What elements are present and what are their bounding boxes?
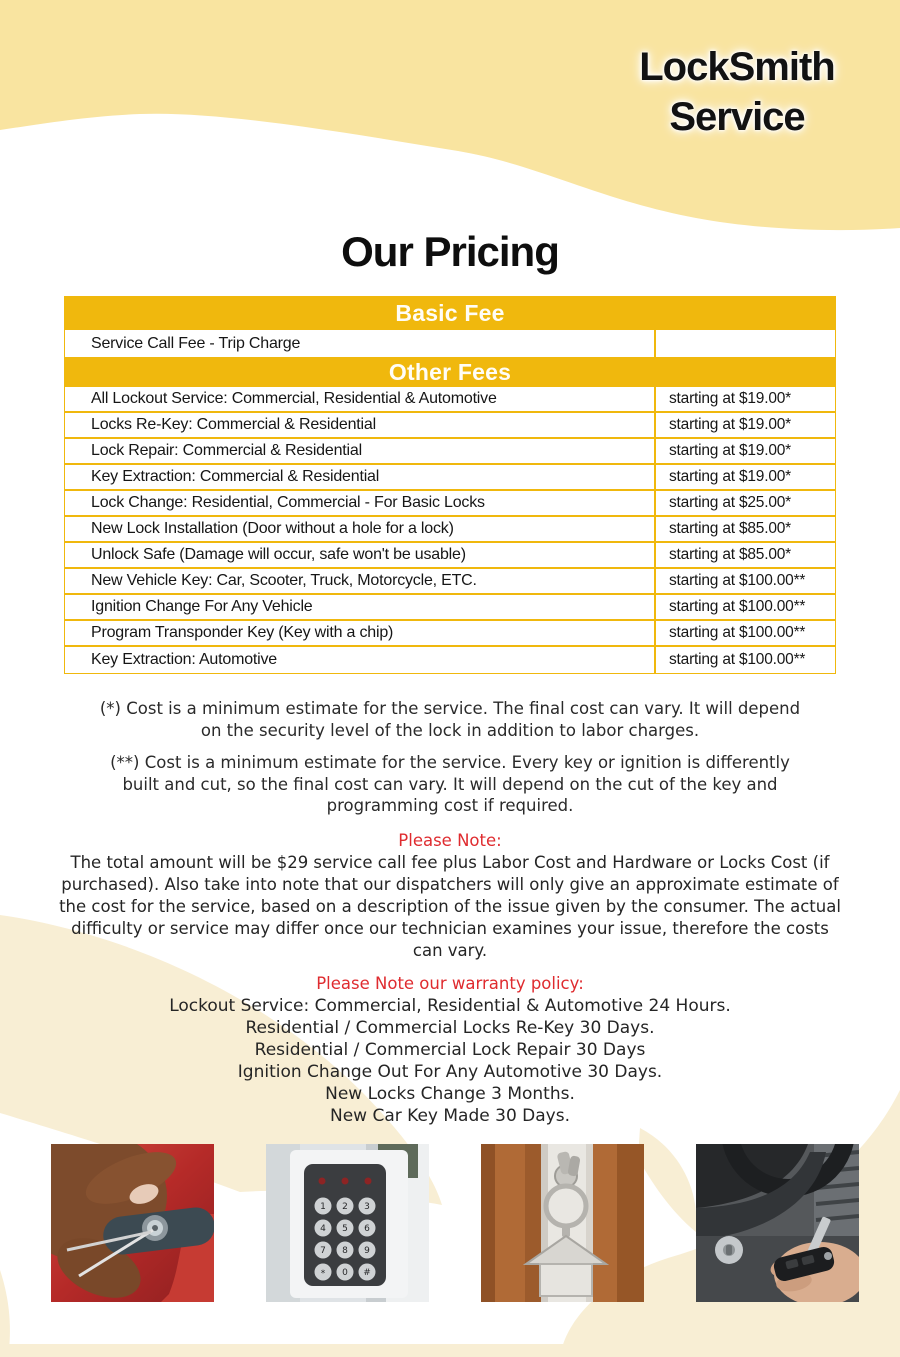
service-cell: Unlock Safe (Damage will occur, safe won't be usable) xyxy=(91,546,466,563)
price-cell: starting at $100.00** xyxy=(654,569,835,593)
please-note-paragraph: The total amount will be $29 service call fee plus Labor Cost and Hardware or Locks Cost (if purchased). Also take into note that our dispatchers will only give an approximate estimate of the cost for the service, based on a description of the issue given by the consumer. The actual difficulty or service may differ once our technician examines your issue, therefore the costs can vary. xyxy=(59,853,841,960)
price-cell: starting at $19.00* xyxy=(654,413,835,437)
warranty-policy-list xyxy=(0,995,900,1127)
table-row xyxy=(65,595,835,621)
table-row xyxy=(65,465,835,491)
service-cell: Key Extraction: Commercial & Residential xyxy=(91,468,380,485)
warranty-line: Residential / Commercial Locks Re-Key 30 Days. xyxy=(245,1018,655,1038)
keypad-key: 4 xyxy=(320,1224,326,1234)
car-key-ignition-photo xyxy=(696,1144,859,1302)
service-cell: Lock Change: Residential, Commercial - For Basic Locks xyxy=(91,494,485,511)
price-cell: starting at $19.00* xyxy=(654,465,835,489)
keypad-key: 0 xyxy=(342,1268,348,1278)
please-note-label: Please Note: xyxy=(398,831,502,850)
table-row xyxy=(65,330,835,357)
footnote-single-asterisk: (*) Cost is a minimum estimate for the service. The final cost can vary. It will depend on the security level of the lock in addition to labor charges. xyxy=(99,699,801,740)
brand-title-line2: Service xyxy=(669,95,805,140)
keypad-key: 8 xyxy=(342,1246,348,1256)
keypad-key: 7 xyxy=(320,1246,326,1256)
keypad-key: * xyxy=(320,1269,326,1279)
table-row xyxy=(65,517,835,543)
price-cell: starting at $19.00* xyxy=(654,439,835,463)
warranty-policy-label: Please Note our warranty policy: xyxy=(316,974,584,993)
service-cell: Program Transponder Key (Key with a chip) xyxy=(91,624,394,641)
price-cell xyxy=(654,330,835,357)
service-photo-gallery xyxy=(51,1144,859,1302)
price-cell: starting at $100.00** xyxy=(654,647,835,673)
brand-title xyxy=(592,42,882,143)
warranty-line: Ignition Change Out For Any Automotive 30 Days. xyxy=(237,1062,663,1082)
price-cell: starting at $85.00* xyxy=(654,543,835,567)
price-cell: starting at $25.00* xyxy=(654,491,835,515)
table-row xyxy=(65,569,835,595)
service-cell: Ignition Change For Any Vehicle xyxy=(91,598,313,615)
warranty-line: Residential / Commercial Lock Repair 30 Days xyxy=(254,1040,646,1060)
service-cell: Service Call Fee - Trip Charge xyxy=(91,334,301,352)
table-section-header-other-fees: Other Fees xyxy=(65,357,835,387)
table-row xyxy=(65,621,835,647)
keypad-key: # xyxy=(363,1268,371,1278)
service-cell: Key Extraction: Automotive xyxy=(91,651,278,668)
house-keys-in-door-photo xyxy=(481,1144,644,1302)
table-row xyxy=(65,439,835,465)
price-cell: starting at $100.00** xyxy=(654,621,835,645)
bottom-left-corner-cream xyxy=(0,1270,10,1357)
brand-title-line1: LockSmith xyxy=(639,45,835,89)
warranty-line: Lockout Service: Commercial, Residential & Automotive 24 Hours. xyxy=(169,996,731,1016)
table-row xyxy=(65,647,835,673)
table-section-header-basic-fee: Basic Fee xyxy=(65,297,835,330)
table-row xyxy=(65,491,835,517)
keypad-key: 3 xyxy=(364,1202,370,1212)
footnote-double-asterisk: (**) Cost is a minimum estimate for the service. Every key or ignition is differently built and cut, so the final cost can vary. It will depend on the cut of the key and programming cost if required. xyxy=(110,753,790,815)
service-cell: Lock Repair: Commercial & Residential xyxy=(91,442,362,459)
car-door-lock-picking-photo xyxy=(51,1144,214,1302)
keypad-lock-photo xyxy=(266,1144,429,1302)
keypad-key: 6 xyxy=(364,1224,370,1234)
service-cell: Locks Re-Key: Commercial & Residential xyxy=(91,416,376,433)
keypad-key: 2 xyxy=(342,1202,348,1212)
table-row xyxy=(65,387,835,413)
keypad-key: 1 xyxy=(320,1202,326,1212)
keypad-key: 9 xyxy=(364,1246,370,1256)
pricing-table xyxy=(64,296,836,674)
price-cell: starting at $19.00* xyxy=(654,387,835,411)
page-title: Our Pricing xyxy=(341,228,559,275)
price-cell: starting at $100.00** xyxy=(654,595,835,619)
price-cell: starting at $85.00* xyxy=(654,517,835,541)
service-cell: New Lock Installation (Door without a hole for a lock) xyxy=(91,520,454,537)
table-row xyxy=(65,543,835,569)
service-cell: New Vehicle Key: Car, Scooter, Truck, Motorcycle, ETC. xyxy=(91,572,477,589)
table-row xyxy=(65,413,835,439)
warranty-line: New Car Key Made 30 Days. xyxy=(330,1106,570,1126)
service-cell: All Lockout Service: Commercial, Residential & Automotive xyxy=(91,390,497,407)
keypad-key: 5 xyxy=(342,1224,348,1234)
bottom-cream-strip xyxy=(0,1344,900,1357)
warranty-line: New Locks Change 3 Months. xyxy=(325,1084,575,1104)
